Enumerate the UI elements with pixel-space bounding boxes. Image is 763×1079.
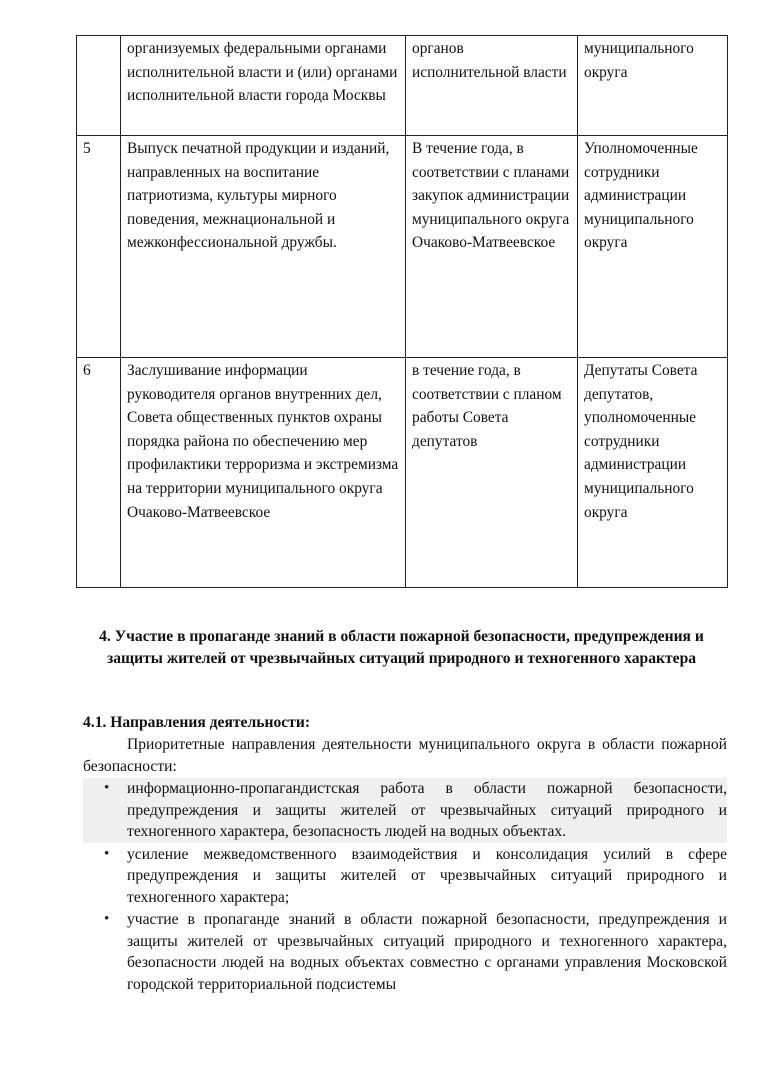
bullet-icon: • (104, 780, 110, 796)
list-item-text: информационно-пропагандистская работа в области пожарной безопасности, предупреждения и защиты жителей от чрезвычайных ситуаций природного и техногенного характера, безопасность людей на водных объектах. (127, 780, 727, 840)
list-item (83, 909, 727, 995)
table-row (77, 136, 728, 358)
row-number: 5 (77, 136, 121, 358)
event-responsible: Уполномоченные сотрудники администрации муниципального округа (578, 136, 728, 358)
intro-paragraph: Приоритетные направления деятельности муниципального округа в области пожарной безопасности: (83, 736, 727, 775)
event-term: органов исполнительной власти (406, 36, 578, 136)
events-table (76, 35, 728, 588)
event-responsible: муниципального округа (578, 36, 728, 136)
bullet-icon: • (104, 845, 110, 862)
event-term: В течение года, в соответствии с планами закупок администрации муниципального округа Очаково-Матвеевское (406, 136, 578, 358)
directions-list (83, 778, 727, 996)
section-subheading: 4.1. Направления деятельности: (83, 714, 311, 731)
list-item-text: участие в пропаганде знаний в области пожарной безопасности, предупреждения и защиты жителей от чрезвычайных ситуаций природного и техногенного характера, безопасности людей на водных объектах совместно с органами управления Московской городской территориальной подсистемы (127, 911, 727, 993)
event-description: организуемых федеральными органами исполнительной власти и (или) органами исполнительной власти города Москвы (121, 36, 406, 136)
list-item (83, 844, 727, 909)
event-description: Выпуск печатной продукции и изданий, направленных на воспитание патриотизма, культуры мирного поведения, межнациональной и межконфессиональной дружбы. (121, 136, 406, 358)
row-number: 6 (77, 358, 121, 588)
event-description: Заслушивание информации руководителя органов внутренних дел, Совета общественных пунктов охраны порядка района по обеспечению мер профилактики терроризма и экстремизма на территории муниципального округа Очаково-Матвеевское (121, 358, 406, 588)
list-item-text: усиление межведомственного взаимодействия и консолидация усилий в сфере предупреждения и защиты жителей от чрезвычайных ситуаций природного и техногенного характера; (127, 845, 727, 906)
table-row (77, 36, 728, 136)
bullet-icon: • (104, 911, 110, 927)
event-term: в течение года, в соответствии с планом работы Совета депутатов (406, 358, 578, 588)
event-responsible: Депутаты Совета депутатов, уполномоченные сотрудники администрации муниципального округа (578, 358, 728, 588)
section-heading: 4. Участие в пропаганде знаний в области пожарной безопасности, предупреждения и защиты жителей от чрезвычайных ситуаций природного и техногенного характера (99, 628, 704, 667)
row-number (77, 36, 121, 136)
table-row (77, 358, 728, 588)
list-item (83, 778, 727, 843)
